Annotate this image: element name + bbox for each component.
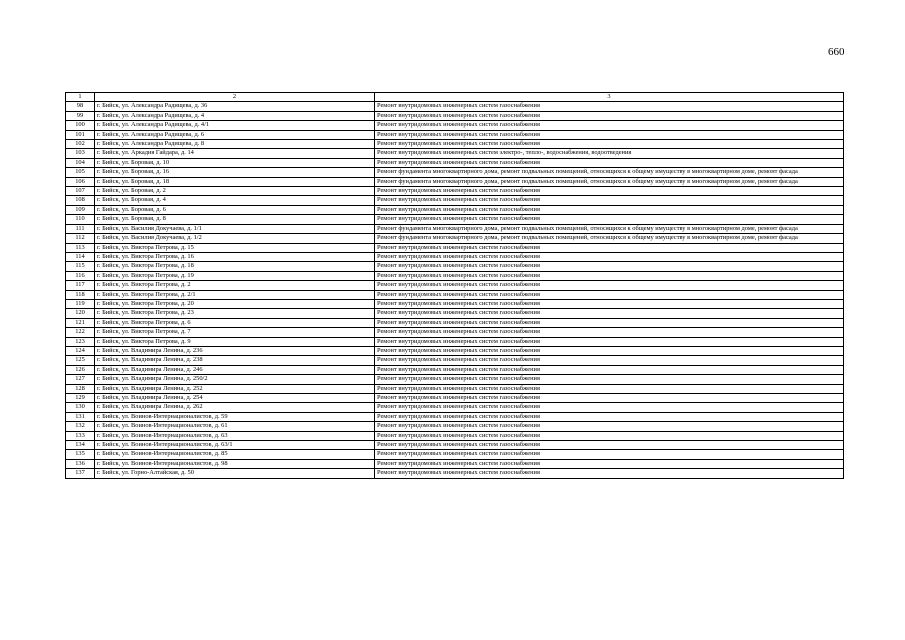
row-number: 105: [66, 168, 95, 177]
work-type-cell: Ремонт внутридомовых инженерных систем газоснабжения: [375, 140, 844, 149]
page-number: 660: [828, 46, 845, 58]
address-cell: г. Бийск, ул. Горно-Алтайская, д. 50: [95, 469, 375, 478]
address-cell: г. Бийск, ул. Василия Докучаева, д. 1/1: [95, 224, 375, 233]
work-type-cell: Ремонт внутридомовых инженерных систем газоснабжения: [375, 309, 844, 318]
table-row: [66, 459, 844, 468]
row-number: 112: [66, 234, 95, 243]
work-type-cell: Ремонт внутридомовых инженерных систем электро-, тепло-, водоснабжения, водоотведения: [375, 149, 844, 158]
row-number: 137: [66, 469, 95, 478]
table-row: [66, 431, 844, 440]
table-row: [66, 130, 844, 139]
work-type-cell: Ремонт внутридомовых инженерных систем газоснабжения: [375, 459, 844, 468]
address-cell: г. Бийск, ул. Александра Радищева, д. 36: [95, 102, 375, 111]
address-cell: г. Бийск, ул. Виктора Петрова, д. 2: [95, 281, 375, 290]
table-row: [66, 441, 844, 450]
address-cell: г. Бийск, ул. Виктора Петрова, д. 6: [95, 318, 375, 327]
row-number: 127: [66, 375, 95, 384]
address-cell: г. Бийск, ул. Александра Радищева, д. 4: [95, 111, 375, 120]
row-number: 108: [66, 196, 95, 205]
work-type-cell: Ремонт внутридомовых инженерных систем газоснабжения: [375, 384, 844, 393]
row-number: 130: [66, 403, 95, 412]
row-number: 113: [66, 243, 95, 252]
work-type-cell: Ремонт внутридомовых инженерных систем газоснабжения: [375, 281, 844, 290]
row-number: 134: [66, 441, 95, 450]
row-number: 99: [66, 111, 95, 120]
table-row: [66, 337, 844, 346]
work-type-cell: Ремонт внутридомовых инженерных систем газоснабжения: [375, 441, 844, 450]
repair-register-table: [65, 92, 844, 479]
row-number: 121: [66, 318, 95, 327]
work-type-cell: Ремонт внутридомовых инженерных систем газоснабжения: [375, 111, 844, 120]
address-cell: г. Бийск, ул. Виктора Петрова, д. 20: [95, 299, 375, 308]
work-type-cell: Ремонт фундамента многоквартирного дома, ремонт подвальных помещений, относящихся к общему имуществу в многоквартирном доме, ремонт фасада: [375, 168, 844, 177]
work-type-cell: Ремонт внутридомовых инженерных систем газоснабжения: [375, 187, 844, 196]
work-type-cell: Ремонт внутридомовых инженерных систем газоснабжения: [375, 102, 844, 111]
row-number: 123: [66, 337, 95, 346]
address-cell: г. Бийск, ул. Виктора Петрова, д. 7: [95, 328, 375, 337]
table-row: [66, 299, 844, 308]
column-number-row: [66, 93, 844, 102]
table-row: [66, 394, 844, 403]
address-cell: г. Бийск, ул. Владимира Ленина, д. 262: [95, 403, 375, 412]
address-cell: г. Бийск, ул. Василия Докучаева, д. 1/2: [95, 234, 375, 243]
column-number-1: 1: [66, 93, 95, 102]
address-cell: г. Бийск, ул. Виктора Петрова, д. 9: [95, 337, 375, 346]
table-row: [66, 281, 844, 290]
work-type-cell: Ремонт внутридомовых инженерных систем газоснабжения: [375, 365, 844, 374]
work-type-cell: Ремонт внутридомовых инженерных систем газоснабжения: [375, 215, 844, 224]
work-type-cell: Ремонт внутридомовых инженерных систем газоснабжения: [375, 337, 844, 346]
table-row: [66, 290, 844, 299]
address-cell: г. Бийск, ул. Боровая, д. 4: [95, 196, 375, 205]
work-type-cell: Ремонт внутридомовых инженерных систем газоснабжения: [375, 290, 844, 299]
table-row: [66, 205, 844, 214]
row-number: 104: [66, 158, 95, 167]
address-cell: г. Бийск, ул. Воинов-Интернационалистов, д. 59: [95, 412, 375, 421]
row-number: 103: [66, 149, 95, 158]
row-number: 119: [66, 299, 95, 308]
work-type-cell: Ремонт внутридомовых инженерных систем газоснабжения: [375, 252, 844, 261]
table-row: [66, 403, 844, 412]
address-cell: г. Бийск, ул. Виктора Петрова, д. 23: [95, 309, 375, 318]
table-row: [66, 318, 844, 327]
table-row: [66, 412, 844, 421]
address-cell: г. Бийск, ул. Воинов-Интернационалистов, д. 61: [95, 422, 375, 431]
row-number: 111: [66, 224, 95, 233]
row-number: 122: [66, 328, 95, 337]
row-number: 106: [66, 177, 95, 186]
address-cell: г. Бийск, ул. Владимира Ленина, д. 246: [95, 365, 375, 374]
table-row: [66, 356, 844, 365]
table-row: [66, 346, 844, 355]
work-type-cell: Ремонт внутридомовых инженерных систем газоснабжения: [375, 205, 844, 214]
work-type-cell: Ремонт внутридомовых инженерных систем газоснабжения: [375, 375, 844, 384]
address-cell: г. Бийск, ул. Воинов-Интернационалистов, д. 98: [95, 459, 375, 468]
work-type-cell: Ремонт внутридомовых инженерных систем газоснабжения: [375, 121, 844, 130]
table-row: [66, 422, 844, 431]
table-row: [66, 243, 844, 252]
address-cell: г. Бийск, ул. Воинов-Интернационалистов, д. 63: [95, 431, 375, 440]
table-row: [66, 224, 844, 233]
row-number: 100: [66, 121, 95, 130]
table-row: [66, 262, 844, 271]
row-number: 115: [66, 262, 95, 271]
work-type-cell: Ремонт внутридомовых инженерных систем газоснабжения: [375, 243, 844, 252]
table-row: [66, 102, 844, 111]
address-cell: г. Бийск, ул. Боровая, д. 8: [95, 215, 375, 224]
work-type-cell: Ремонт внутридомовых инженерных систем газоснабжения: [375, 403, 844, 412]
work-type-cell: Ремонт внутридомовых инженерных систем газоснабжения: [375, 469, 844, 478]
row-number: 132: [66, 422, 95, 431]
column-number-3: 3: [375, 93, 844, 102]
work-type-cell: Ремонт внутридомовых инженерных систем газоснабжения: [375, 346, 844, 355]
table-row: [66, 252, 844, 261]
work-type-cell: Ремонт внутридомовых инженерных систем газоснабжения: [375, 328, 844, 337]
work-type-cell: Ремонт внутридомовых инженерных систем газоснабжения: [375, 450, 844, 459]
row-number: 102: [66, 140, 95, 149]
row-number: 135: [66, 450, 95, 459]
row-number: 118: [66, 290, 95, 299]
row-number: 131: [66, 412, 95, 421]
row-number: 129: [66, 394, 95, 403]
table-row: [66, 196, 844, 205]
work-type-cell: Ремонт внутридомовых инженерных систем газоснабжения: [375, 422, 844, 431]
address-cell: г. Бийск, ул. Александра Радищева, д. 6: [95, 130, 375, 139]
row-number: 107: [66, 187, 95, 196]
address-cell: г. Бийск, ул. Боровая, д. 18: [95, 177, 375, 186]
address-cell: г. Бийск, ул. Воинов-Интернационалистов, д. 63/1: [95, 441, 375, 450]
table-row: [66, 111, 844, 120]
row-number: 125: [66, 356, 95, 365]
work-type-cell: Ремонт внутридомовых инженерных систем газоснабжения: [375, 318, 844, 327]
table-row: [66, 365, 844, 374]
address-cell: г. Бийск, ул. Владимира Ленина, д. 252: [95, 384, 375, 393]
table-row: [66, 469, 844, 478]
table-row: [66, 328, 844, 337]
row-number: 117: [66, 281, 95, 290]
work-type-cell: Ремонт внутридомовых инженерных систем газоснабжения: [375, 196, 844, 205]
address-cell: г. Бийск, ул. Боровая, д. 6: [95, 205, 375, 214]
address-cell: г. Бийск, ул. Воинов-Интернационалистов, д. 85: [95, 450, 375, 459]
row-number: 136: [66, 459, 95, 468]
work-type-cell: Ремонт фундамента многоквартирного дома, ремонт подвальных помещений, относящихся к общему имуществу в многоквартирном доме, ремонт фасада: [375, 234, 844, 243]
table-row: [66, 234, 844, 243]
row-number: 128: [66, 384, 95, 393]
work-type-cell: Ремонт внутридомовых инженерных систем газоснабжения: [375, 130, 844, 139]
row-number: 101: [66, 130, 95, 139]
work-type-cell: Ремонт внутридомовых инженерных систем газоснабжения: [375, 271, 844, 280]
address-cell: г. Бийск, ул. Александра Радищева, д. 8: [95, 140, 375, 149]
address-cell: г. Бийск, ул. Виктора Петрова, д. 18: [95, 262, 375, 271]
address-cell: г. Бийск, ул. Владимира Ленина, д. 254: [95, 394, 375, 403]
address-cell: г. Бийск, ул. Владимира Ленина, д. 250/2: [95, 375, 375, 384]
table-row: [66, 140, 844, 149]
table-row: [66, 384, 844, 393]
address-cell: г. Бийск, ул. Боровая, д. 2: [95, 187, 375, 196]
table-row: [66, 271, 844, 280]
address-cell: г. Бийск, ул. Виктора Петрова, д. 15: [95, 243, 375, 252]
row-number: 98: [66, 102, 95, 111]
address-cell: г. Бийск, ул. Боровая, д. 10: [95, 158, 375, 167]
row-number: 126: [66, 365, 95, 374]
address-cell: г. Бийск, ул. Аркадия Гайдара, д. 14: [95, 149, 375, 158]
column-number-2: 2: [95, 93, 375, 102]
row-number: 114: [66, 252, 95, 261]
table-row: [66, 450, 844, 459]
work-type-cell: Ремонт фундамента многоквартирного дома, ремонт подвальных помещений, относящихся к общему имуществу в многоквартирном доме, ремонт фасада: [375, 224, 844, 233]
row-number: 110: [66, 215, 95, 224]
address-cell: г. Бийск, ул. Владимира Ленина, д. 238: [95, 356, 375, 365]
address-cell: г. Бийск, ул. Боровая, д. 16: [95, 168, 375, 177]
work-type-cell: Ремонт внутридомовых инженерных систем газоснабжения: [375, 158, 844, 167]
work-type-cell: Ремонт фундамента многоквартирного дома, ремонт подвальных помещений, относящихся к общему имуществу в многоквартирном доме, ремонт фасада: [375, 177, 844, 186]
address-cell: г. Бийск, ул. Виктора Петрова, д. 16: [95, 252, 375, 261]
table-row: [66, 121, 844, 130]
row-number: 116: [66, 271, 95, 280]
work-type-cell: Ремонт внутридомовых инженерных систем газоснабжения: [375, 431, 844, 440]
row-number: 124: [66, 346, 95, 355]
table-row: [66, 215, 844, 224]
table-row: [66, 187, 844, 196]
row-number: 120: [66, 309, 95, 318]
work-type-cell: Ремонт внутридомовых инженерных систем газоснабжения: [375, 412, 844, 421]
table-row: [66, 158, 844, 167]
row-number: 133: [66, 431, 95, 440]
address-cell: г. Бийск, ул. Владимира Ленина, д. 236: [95, 346, 375, 355]
work-type-cell: Ремонт внутридомовых инженерных систем газоснабжения: [375, 262, 844, 271]
table-row: [66, 309, 844, 318]
work-type-cell: Ремонт внутридомовых инженерных систем газоснабжения: [375, 299, 844, 308]
address-cell: г. Бийск, ул. Виктора Петрова, д. 2/1: [95, 290, 375, 299]
table-body: [66, 93, 844, 479]
table-row: [66, 375, 844, 384]
work-type-cell: Ремонт внутридомовых инженерных систем газоснабжения: [375, 356, 844, 365]
address-cell: г. Бийск, ул. Александра Радищева, д. 4/1: [95, 121, 375, 130]
table-row: [66, 149, 844, 158]
row-number: 109: [66, 205, 95, 214]
table-row: [66, 177, 844, 186]
table-row: [66, 168, 844, 177]
address-cell: г. Бийск, ул. Виктора Петрова, д. 19: [95, 271, 375, 280]
work-type-cell: Ремонт внутридомовых инженерных систем газоснабжения: [375, 394, 844, 403]
